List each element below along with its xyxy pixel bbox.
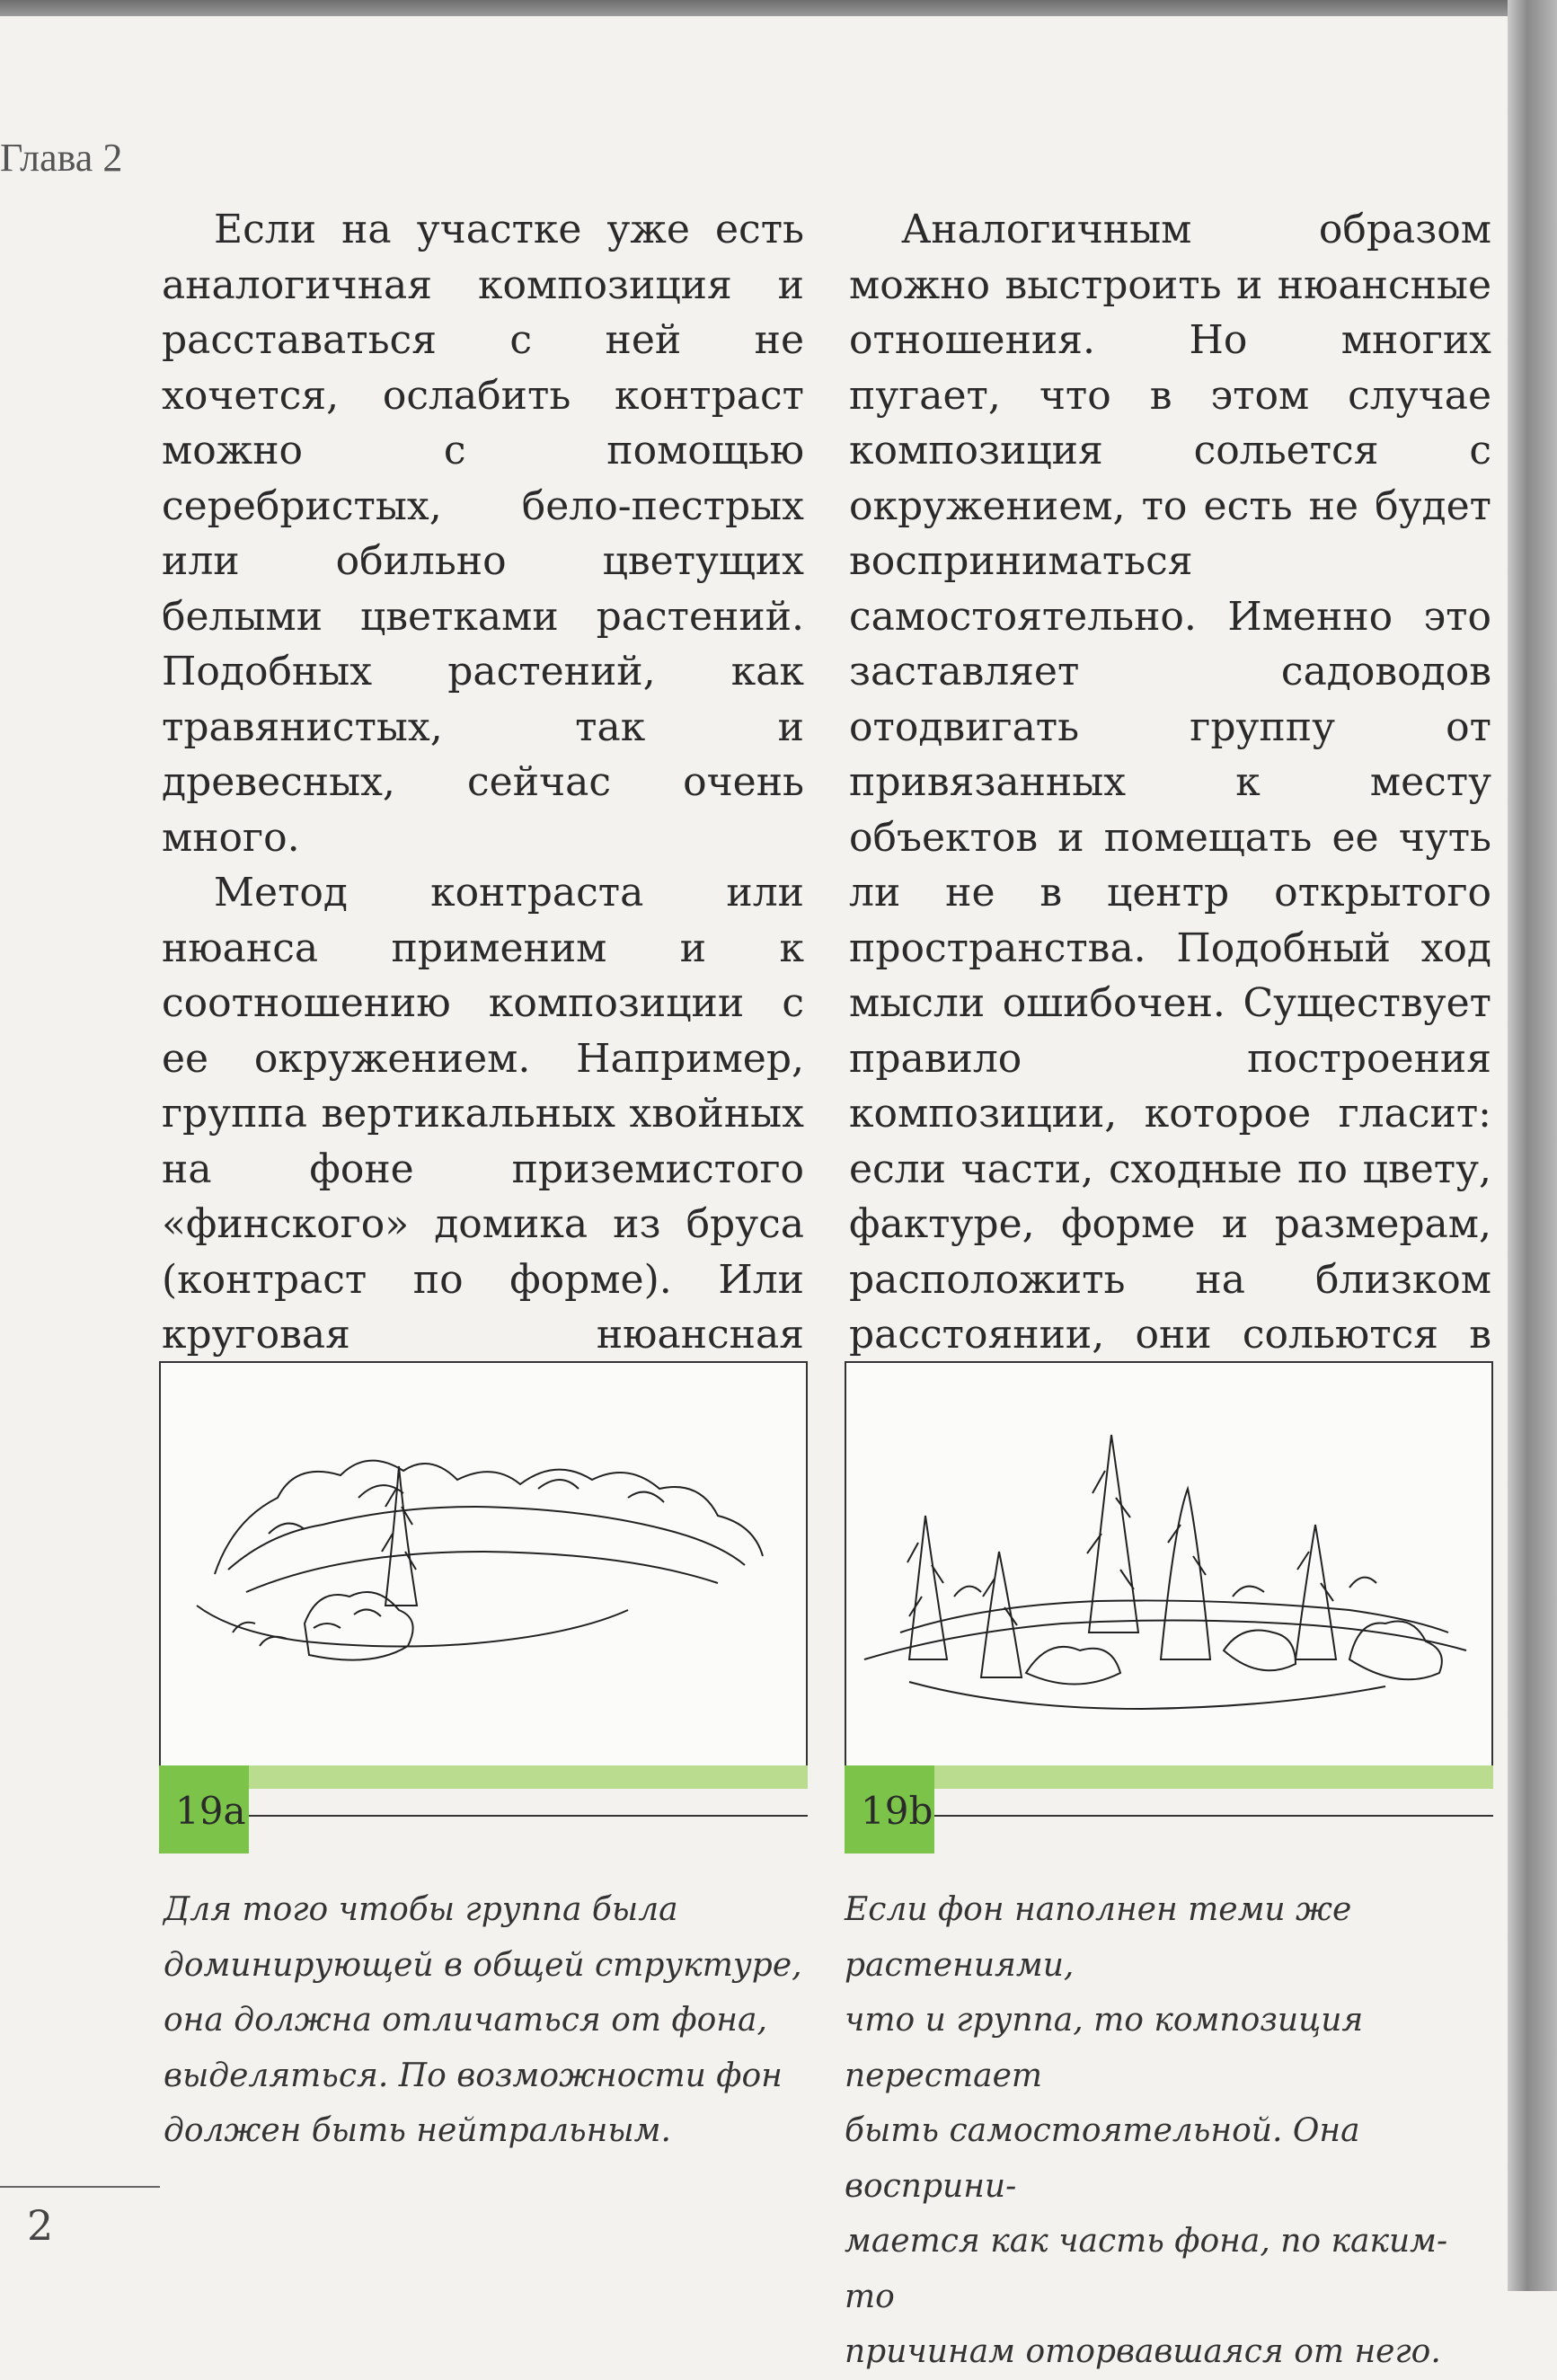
caption-line: быть самостоятельной. Она восприни- [845,2112,1360,2205]
caption-line: Если фон наполнен теми же растениями, [845,1891,1352,1984]
figure-caption-19b [845,1882,1491,2380]
paragraph: Аналогичным образом можно выстроить и нюансные отношения. Но многих пугает, что в этом случае композиция сольется с окружением, то есть не будет восприниматься самостоятельно. Именно это заставляет садоводов отодвигать группу от привязанных к месту объектов и помещать ее чуть ли не в центр открытого пространства. Подобный ход мысли ошибочен. Существует правило построения композиции, которое гласит: если части, сходные по цвету, фактуре, форме и размерам, расположить на близком расстоянии, они сольются в [849,207,1491,1358]
figure-frame [159,1361,808,1780]
figure-frame [845,1361,1493,1780]
footer-rule [0,2186,160,2188]
figure-caption-19a [164,1882,810,2159]
caption-line: мается как часть фона, по каким-то [845,2223,1448,2315]
figure-19b [845,1361,1491,1833]
scan-top-edge [0,0,1557,16]
figure-label-box [845,1765,934,1854]
caption-line: Для того чтобы группа была [164,1891,678,1928]
illustration-garden-dominant-group [161,1363,806,1778]
illustration-garden-blended-group [846,1363,1491,1778]
caption-line: выделяться. По возможности фон [164,2057,783,2094]
caption-line: причинам оторвавшаяся от него. [845,2333,1441,2370]
figure-19a [159,1361,806,1833]
paragraph: Если на участке уже есть аналогичная композиция и расставаться с ней не хочется, ослабить контраст можно с помощью серебристых, бело-пестрых или обильно цветущих белыми цветками растений. Подобных растений, как травянистых, так и древесных, сейчас очень много. [162,207,804,861]
scan-binding-edge [1508,0,1557,2291]
divider [249,1815,808,1817]
paragraph: Метод контраста или нюанса применим и к соотношению композиции с ее окружением. Например, группа вертикальных хвойных на фоне приземистого «финского» домика из бруса (контраст по форме). Или круговая нюансная [162,870,804,1358]
figure-label-box [159,1765,249,1854]
figure-label-bar [845,1765,1493,1789]
caption-line: должен быть нейтральным. [164,2112,671,2149]
figure-label: 19b [861,1789,933,1833]
caption-line: что и группа, то композиция перестает [845,2002,1364,2094]
page-number: 2 [27,2201,54,2250]
caption-line: доминирующей в общей структуре, [164,1946,802,1984]
figure-label-bar [159,1765,808,1789]
caption-line: она должна отличаться от фона, [164,2002,767,2039]
chapter-header: Глава 2 [0,136,123,180]
figure-label: 19a [175,1789,246,1833]
divider [934,1815,1493,1817]
